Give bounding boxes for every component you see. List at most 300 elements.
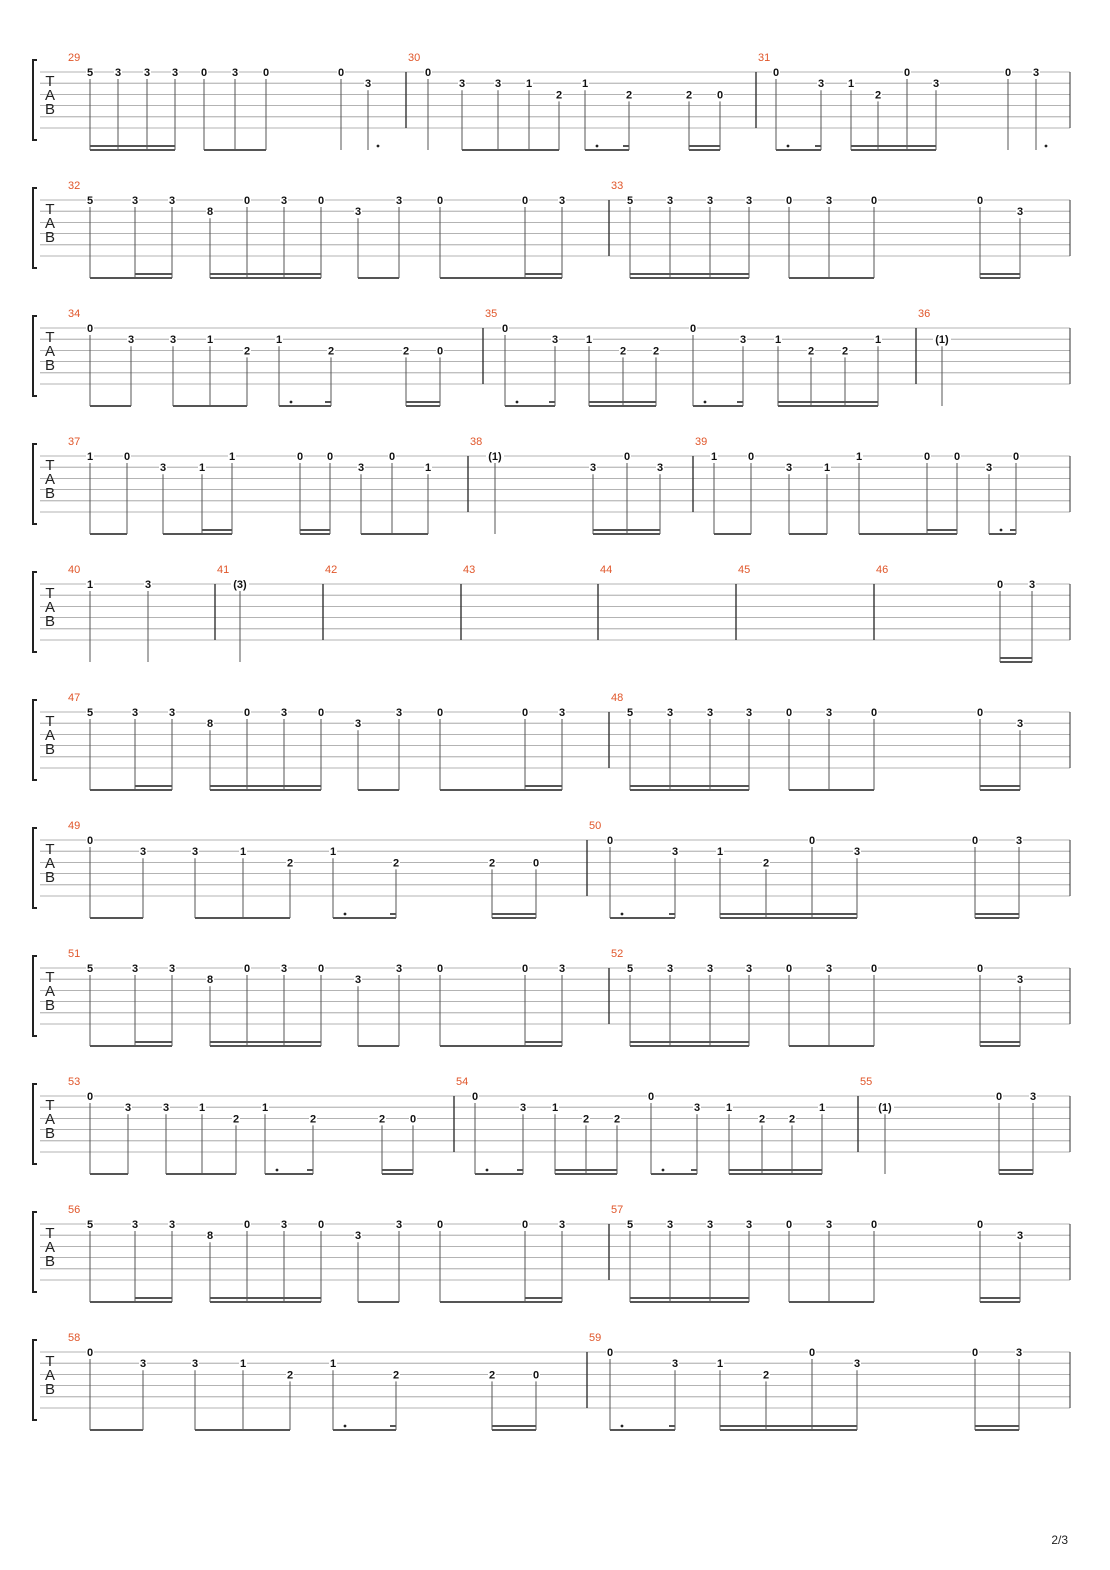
fret-number: 1 [725,1102,733,1115]
rhythm-dot [344,913,347,916]
fret-number: 3 [143,67,151,79]
fret-number: 3 [395,1219,403,1231]
rhythm-dot [377,145,380,148]
measure-number: 53 [68,1076,81,1088]
fret-number: 0 [870,1219,878,1231]
fret-number: 0 [436,707,444,719]
rhythm-dot [621,1425,624,1428]
system-bracket [33,828,37,908]
fret-number: 2 [488,857,496,870]
tab-system [33,820,1070,918]
measure-number: 54 [456,1076,469,1088]
fret-number: 3 [825,707,833,719]
fret-number: 0 [976,707,984,719]
fret-number: 0 [976,195,984,207]
fret-number: 3 [280,707,288,719]
tab-system [33,1076,1070,1174]
fret-number: 2 [841,345,849,358]
fret-number: 1 [525,78,533,91]
fret-number: 1 [198,1102,206,1115]
fret-number: 0 [971,1347,979,1359]
fret-number: 0 [716,89,724,102]
fret-number: 5 [86,195,94,207]
fret-number: 0 [243,1219,251,1231]
fret-number: 3 [739,334,747,347]
fret-number: 0 [606,1347,614,1359]
fret-number: 3 [114,67,122,79]
fret-number: 3 [395,963,403,975]
tab-clef-letter: T [45,1225,55,1242]
fret-number: 5 [86,707,94,719]
tab-clef-letter: T [45,1097,55,1114]
fret-number: 3 [589,462,597,475]
fret-number: 2 [582,1113,590,1126]
fret-number: 3 [395,707,403,719]
system-bracket [33,444,37,524]
fret-number: 2 [762,857,770,870]
fret-number: 0 [436,195,444,207]
fret-number: 3 [1029,1091,1037,1103]
fret-number: 2 [402,345,410,358]
rhythm-dot [486,1169,489,1172]
tab-clef-letter: B [44,357,56,374]
fret-number: 3 [745,707,753,719]
fret-number: 0 [86,1347,94,1359]
measure-number: 43 [463,564,476,576]
fret-number: 3 [494,78,502,91]
fret-number: 3 [131,195,139,207]
fret-number: 3 [671,846,679,859]
tab-system [33,1204,1070,1302]
fret-number: 2 [378,1113,386,1126]
fret-number: 3 [1015,835,1023,847]
fret-number: 3 [706,963,714,975]
fret-number: 3 [139,1358,147,1371]
measure-number: 55 [860,1076,873,1088]
fret-number: 3 [168,195,176,207]
rhythm-dot [344,1425,347,1428]
fret-number: 8 [206,718,214,731]
fret-number: 3 [354,974,362,987]
fret-number: 0 [976,1219,984,1231]
tab-clef-letter: A [44,1111,56,1128]
fret-number: 0 [521,1219,529,1231]
measure-number: 41 [217,564,230,576]
fret-number: 1 [228,451,236,463]
fret-number: 1 [847,78,855,91]
fret-number: 3 [280,195,288,207]
measure-number: 30 [408,52,421,64]
fret-number: 3 [825,963,833,975]
fret-number: 0 [747,451,755,463]
measure-number: 49 [68,820,81,832]
fret-number: 1 [710,451,718,463]
fret-number: 2 [555,89,563,102]
fret-number: 8 [206,1230,214,1243]
fret-number: 3 [364,78,372,91]
tab-clef-letter: T [45,841,55,858]
fret-number: 2 [232,1113,240,1126]
fret-number: 0 [521,963,529,975]
fret-number: 0 [870,195,878,207]
fret-number: 2 [762,1369,770,1382]
tab-clef-letter: B [44,1125,56,1142]
measure-number: 51 [68,948,81,960]
fret-number: 2 [309,1113,317,1126]
fret-number: 0 [326,451,334,463]
fret-number: 3 [1016,718,1024,731]
fret-number: 2 [619,345,627,358]
fret-number: 3 [745,963,753,975]
tab-clef-letter: A [44,215,56,232]
fret-number: 0 [903,67,911,79]
fret-number: 0 [317,1219,325,1231]
fret-number: 0 [976,963,984,975]
fret-number: 1 [198,462,206,475]
fret-number: 0 [996,579,1004,591]
fret-number: 2 [625,89,633,102]
fret-number: 0 [623,451,631,463]
fret-number: 3 [817,78,825,91]
fret-number: 0 [436,345,444,358]
measure-number: 56 [68,1204,81,1216]
fret-number: 1 [855,451,863,463]
fret-number: 0 [317,707,325,719]
fret-number: 0 [388,451,396,463]
fret-number: 0 [808,835,816,847]
fret-number: 2 [807,345,815,358]
fret-number: 5 [626,707,634,719]
fret-number: 3 [519,1102,527,1115]
measure-number: 57 [611,1204,624,1216]
fret-number: 3 [1016,1230,1024,1243]
fret-number: 1 [239,1358,247,1371]
rhythm-dot [516,401,519,404]
tab-system [33,948,1070,1046]
tab-clef-letter: T [45,1353,55,1370]
fret-number: 0 [243,195,251,207]
fret-number: 0 [262,67,270,79]
fret-number: 3 [162,1102,170,1115]
rhythm-dot [621,913,624,916]
measure-number: 38 [470,436,483,448]
fret-number: 1 [585,334,593,347]
fret-number: 0 [532,857,540,870]
fret-number: 2 [286,857,294,870]
fret-number: 2 [243,345,251,358]
fret-number: 3 [1032,67,1040,79]
tab-system [33,436,1070,534]
fret-number: 3 [666,195,674,207]
fret-number: 1 [716,1358,724,1371]
tab-clef-letter: T [45,457,55,474]
fret-number: 0 [521,707,529,719]
fret-number: 3 [168,963,176,975]
fret-number: (1) [488,451,502,463]
tab-clef-letter: A [44,1367,56,1384]
fret-number: 3 [280,963,288,975]
fret-number: 5 [626,1219,634,1231]
fret-number: 0 [870,707,878,719]
rhythm-dot [662,1169,665,1172]
tab-clef-letter: A [44,599,56,616]
tab-system [33,52,1070,150]
tab-clef-letter: A [44,983,56,1000]
tab-clef-letter: B [44,997,56,1014]
tab-clef-letter: B [44,741,56,758]
tab-system [33,692,1070,790]
fret-number: 0 [317,963,325,975]
fret-number: 3 [932,78,940,91]
fret-number: 3 [666,707,674,719]
tab-clef-letter: B [44,485,56,502]
fret-number: 0 [785,195,793,207]
fret-number: 0 [501,323,509,335]
fret-number: 0 [647,1091,655,1103]
fret-number: 3 [1016,974,1024,987]
fret-number: 1 [275,334,283,347]
measure-number: 32 [68,180,81,192]
fret-number: 0 [1004,67,1012,79]
measure-number: 33 [611,180,624,192]
fret-number: 0 [337,67,345,79]
fret-number: (3) [233,579,247,591]
fret-number: 3 [656,462,664,475]
fret-number: 3 [693,1102,701,1115]
tab-clef-letter: B [44,613,56,630]
fret-number: 5 [86,1219,94,1231]
rhythm-dot [787,145,790,148]
fret-number: 1 [329,846,337,859]
fret-number: (1) [935,334,949,347]
fret-number: 0 [436,963,444,975]
fret-number: 3 [745,195,753,207]
measure-number: 45 [738,564,751,576]
system-bracket [33,956,37,1036]
fret-number: 0 [86,323,94,335]
fret-number: 0 [86,835,94,847]
fret-number: 3 [357,462,365,475]
fret-number: 3 [191,1358,199,1371]
rhythm-dot [1000,529,1003,532]
system-bracket [33,1212,37,1292]
fret-number: 5 [86,67,94,79]
fret-number: 0 [123,451,131,463]
tab-clef-letter: A [44,1239,56,1256]
fret-number: 0 [532,1369,540,1382]
tab-clef-letter: B [44,1381,56,1398]
fret-number: 3 [551,334,559,347]
fret-number: 3 [124,1102,132,1115]
fret-number: 3 [706,1219,714,1231]
fret-number: 1 [774,334,782,347]
system-bracket [33,188,37,268]
tab-clef-letter: B [44,869,56,886]
fret-number: 0 [1012,451,1020,463]
fret-number: 3 [131,963,139,975]
measure-number: 39 [695,436,708,448]
fret-number: 1 [239,846,247,859]
fret-number: 3 [354,718,362,731]
rhythm-dot [596,145,599,148]
fret-number: 5 [626,195,634,207]
page-number: 2/3 [1051,1533,1068,1547]
fret-number: 3 [169,334,177,347]
tab-clef-letter: T [45,585,55,602]
fret-number: 3 [159,462,167,475]
fret-number: 2 [874,89,882,102]
fret-number: 1 [551,1102,559,1115]
fret-number: 1 [86,579,94,591]
measure-number: 58 [68,1332,81,1344]
fret-number: 0 [521,195,529,207]
fret-number: 3 [558,963,566,975]
fret-number: 0 [785,963,793,975]
fret-number: 2 [788,1113,796,1126]
fret-number: 1 [424,462,432,475]
fret-number: 0 [86,1091,94,1103]
tab-clef-letter: T [45,969,55,986]
fret-number: 3 [671,1358,679,1371]
fret-number: 0 [436,1219,444,1231]
fret-number: 2 [758,1113,766,1126]
fret-number: 3 [558,195,566,207]
fret-number: 0 [424,67,432,79]
fret-number: 3 [131,707,139,719]
tab-clef-letter: T [45,201,55,218]
measure-number: 46 [876,564,889,576]
fret-number: 1 [823,462,831,475]
fret-number: 0 [785,1219,793,1231]
fret-number: 2 [392,857,400,870]
fret-number: 1 [874,334,882,347]
measure-number: 34 [68,308,81,320]
system-bracket [33,60,37,140]
fret-number: 3 [144,579,152,591]
fret-number: 0 [971,835,979,847]
tab-clef-letter: B [44,101,56,118]
fret-number: 1 [716,846,724,859]
fret-number: 3 [458,78,466,91]
measure-number: 42 [325,564,338,576]
measure-number: 48 [611,692,624,704]
fret-number: 1 [581,78,589,91]
fret-number: 3 [1016,206,1024,219]
tab-clef-letter: T [45,713,55,730]
fret-number: 8 [206,974,214,987]
fret-number: 3 [825,1219,833,1231]
tab-system [33,308,1070,406]
measure-number: 31 [758,52,771,64]
fret-number: 2 [327,345,335,358]
system-bracket [33,700,37,780]
fret-number: (1) [878,1102,892,1115]
measure-number: 59 [589,1332,602,1344]
fret-number: 3 [706,195,714,207]
fret-number: 2 [652,345,660,358]
fret-number: 3 [985,462,993,475]
measure-number: 47 [68,692,81,704]
measure-number: 40 [68,564,81,576]
measure-number: 36 [918,308,931,320]
fret-number: 3 [706,707,714,719]
fret-number: 0 [471,1091,479,1103]
fret-number: 0 [409,1113,417,1126]
measure-number: 29 [68,52,81,64]
fret-number: 0 [243,963,251,975]
fret-number: 2 [613,1113,621,1126]
fret-number: 3 [853,1358,861,1371]
fret-number: 1 [86,451,94,463]
rhythm-dot [704,401,707,404]
fret-number: 3 [168,1219,176,1231]
rhythm-dot [276,1169,279,1172]
tab-clef-letter: T [45,73,55,90]
measure-number: 52 [611,948,624,960]
tab-clef-letter: T [45,329,55,346]
fret-number: 3 [354,206,362,219]
measure-number: 44 [600,564,613,576]
fret-number: 3 [853,846,861,859]
fret-number: 1 [329,1358,337,1371]
tab-clef-letter: A [44,471,56,488]
system-bracket [33,1084,37,1164]
fret-number: 3 [785,462,793,475]
fret-number: 0 [870,963,878,975]
rhythm-dot [1045,145,1048,148]
fret-number: 5 [86,963,94,975]
tab-system [33,564,1070,662]
fret-number: 3 [825,195,833,207]
tab-clef-letter: A [44,343,56,360]
fret-number: 2 [392,1369,400,1382]
fret-number: 3 [354,1230,362,1243]
measure-number: 35 [485,308,498,320]
fret-number: 0 [772,67,780,79]
fret-number: 3 [191,846,199,859]
fret-number: 0 [995,1091,1003,1103]
fret-number: 3 [168,707,176,719]
fret-number: 3 [1015,1347,1023,1359]
tab-clef-letter: A [44,727,56,744]
fret-number: 0 [689,323,697,335]
fret-number: 3 [558,707,566,719]
fret-number: 3 [666,963,674,975]
fret-number: 0 [923,451,931,463]
fret-number: 3 [280,1219,288,1231]
fret-number: 0 [785,707,793,719]
fret-number: 3 [171,67,179,79]
tab-clef-letter: B [44,229,56,246]
fret-number: 2 [685,89,693,102]
fret-number: 0 [606,835,614,847]
fret-number: 0 [317,195,325,207]
tab-system [33,1332,1070,1430]
fret-number: 3 [666,1219,674,1231]
measure-number: 37 [68,436,81,448]
system-bracket [33,316,37,396]
fret-number: 3 [745,1219,753,1231]
fret-number: 0 [200,67,208,79]
fret-number: 3 [558,1219,566,1231]
system-bracket [33,1340,37,1420]
tab-clef-letter: A [44,87,56,104]
fret-number: 0 [808,1347,816,1359]
measure-number: 50 [589,820,602,832]
tab-clef-letter: A [44,855,56,872]
fret-number: 1 [818,1102,826,1115]
fret-number: 2 [286,1369,294,1382]
